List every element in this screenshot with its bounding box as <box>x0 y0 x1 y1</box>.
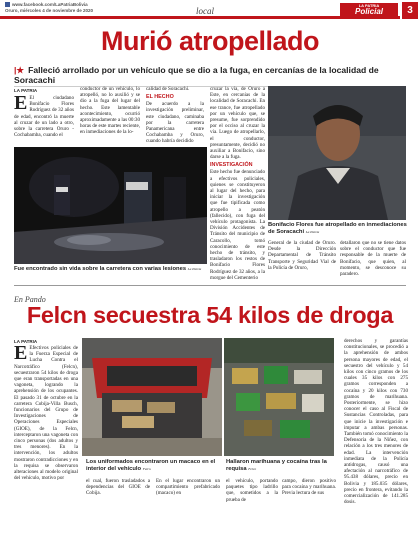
story2-col4: el vehículo, portando paquetes tipo ladrillo que, sometidos a la prueba de <box>226 478 278 503</box>
story2-byline: LA PATRIA <box>14 339 38 344</box>
header-info <box>5 2 93 14</box>
bullet-marker-icon: |★ <box>14 65 25 75</box>
story2-col5: campo, dieron positivo para cocaína y marihuana. Previa lectura de sus <box>282 478 336 497</box>
story1-headline: Murió atropellado <box>100 26 319 56</box>
victim-portrait <box>268 86 406 220</box>
section-title: local <box>196 6 214 16</box>
page-header <box>0 0 420 24</box>
newspaper-logo: LA PATRIA Policial <box>340 3 398 17</box>
story2-col3: En el lugar encontraron un compartimiento prefabricado (macaco) en <box>156 478 220 497</box>
story2-col2: el cual, fueron trasladados a dependencias del GIOE de Cobija. <box>86 478 150 497</box>
story2-col6: derechos y garantías constitucionales, se procedió a la aprehensión de ambos persona mayores de edad, el secuestro del vehículo y 54 kilos con cinco gramos de los cuales 35 kilos con 275 gramos corresponden a cocaína y 20 kilos con 730 gramos de marihuana. Posteriormente, se hizo conocer el caso al Fiscal de Sustancias Controladas, para que inicie la investigación e imputar a ambas personas. También tomó conocimiento la Defensoría de la Niñez, con relación a los tres menores de edad. La intervención inmediata de la Policía antidrogas, causó una afectación al narcotráfico de 95.438 dólares, precio en Bolivia y 185.035 dólares, precio en frontera, evitando la comercialización de 141.285 dosis. <box>344 338 408 506</box>
story1-col5: General de la ciudad de Oruro. Desde la Dirección Departamental de Tránsito Transporte y Seguridad Vial de la Policía de Oruro, <box>268 240 336 271</box>
drugs-photo <box>224 338 334 456</box>
drugs-photo-caption: Hallaron marihuana y cocaína tras la requisa Felcn <box>226 459 327 472</box>
page-number: 3 <box>402 2 418 19</box>
story2-col1: E Efectivos policiales de la Fuerza Especial de Lucha Contra el Narcotráfico (Felcn), secuestraron 54 kilos de droga que eran transportadas en una vagoneta, logrando la aprehensión de los ocupantes. El pasado 31 de octubre en la carretera Cobija-Villa Busch, funcionarios del Grupo de Investigaciones de Operaciones Especiales (GIOE), de la Felcn, interceptaron una vagoneta con cinco personas (dos adultos y tres menores). En la intervención, los adultos mostraron contradicciones y en la requisa se observaron alteraciones al modelo original del vehículo, motivo por <box>14 342 78 482</box>
subhead-el-hecho: EL HECHO <box>146 94 174 101</box>
story1-byline: LA PATRIA <box>14 88 38 93</box>
story1-col1: E El ciudadano Bonifacio Flores Rodríguez de 32 años de edad, encontró la muerte al cruzar de un lado a otro, sobre la carretera Oruro - Cochabamba, cuando el <box>14 92 74 139</box>
facebook-icon <box>5 2 10 7</box>
story2-section: En Pando <box>14 295 46 304</box>
story1-subheadline: |★ Falleció arrollado por un vehículo que se dio a la fuga, en cercanías de la localidad de Soracachi <box>14 65 379 85</box>
dateline: Oruro, miércoles 4 de noviembre de 2020 <box>5 8 94 13</box>
subhead-investigacion: INVESTIGACIÓN <box>210 162 253 169</box>
car-photo-caption: Los uniformados encontraron un macaco en el interior del vehículo Felcn <box>86 459 216 472</box>
divider <box>14 285 406 286</box>
story1-col2: conductor de un vehículo, lo atropelló, no lo auxilió y se dio a la fuga del lugar del hecho. Este lamentable acontecimiento, ocurrió aproximadamente a las 00:30 horas de este martes reciente, en inmediaciones de la lo- <box>80 86 140 136</box>
portrait-caption: Bonifacio Flores fue atropellado en inmediaciones de Soracachi La Patria <box>268 222 407 235</box>
accident-photo-caption: Fue encontrado sin vida sobre la carretera con varias lesiones La Patria <box>14 266 202 272</box>
story2-headline: Felcn secuestra 54 kilos de droga <box>26 302 394 328</box>
social-link[interactable]: www.facebook.com/LaPatriaBolivia <box>12 2 88 7</box>
story1-col6: detallaron que no se tiene datos sobre el conductor que fue responsable de la muerte de Bonifacio, que quien, al momento, se desconoce su paradero. <box>340 240 406 278</box>
accident-photo <box>14 147 207 264</box>
story1-col3: calidad de Soracachi. EL HECHO De acuerdo a la investigación preliminar, este ciudadano, caminaba por la carretera Panamericana entre Cochabamba y Oruro, cuando habría decidido <box>146 86 204 145</box>
story1-col4: cruzar la vía, de Oruro a Este, en cercanías de la localidad de Soracachi. En ese trance, fue atropellado por un vehículo que, se presume, fue sorprendido por el occiso al cruzar la vía. Luego de atropellarlo, el conductor, presuntamente, decidió no auxiliar a Bonifacio, sino darse a la fuga. INVESTIGACIÓN Este hecho fue denunciado a efectivos policiales, quienes se constituyeron al lugar del hecho, para iniciar la investigación que fue tipificada como atropello a peatón (fallecido), con fuga del vehículo protagonista. La División Accidentes de Tránsito del municipio de Caracollo, tomó conocimiento de este hecho de tránsito, y trasladaron los restos de Bonifacio Flores Rodríguez de 32 años, a la morgue del Cementerio <box>210 86 265 281</box>
car-photo <box>82 338 222 456</box>
